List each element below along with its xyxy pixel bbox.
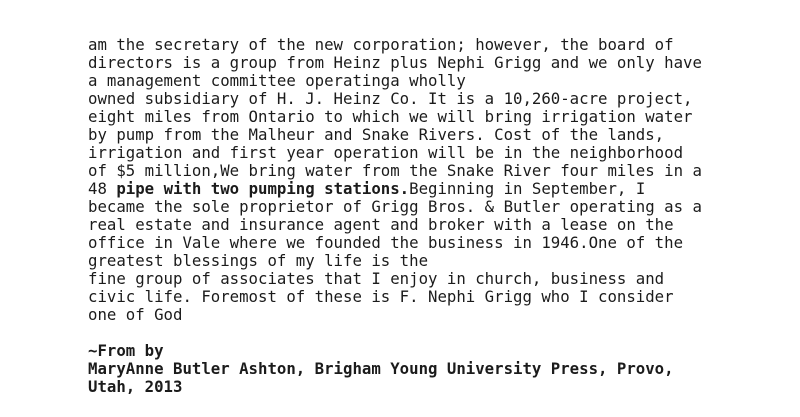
text-segment: one of God: [88, 305, 183, 324]
bold-text-segment: pipe with two pumping stations.: [116, 179, 410, 198]
text-line: [88, 144, 800, 162]
text-line: [88, 270, 800, 288]
text-segment: of $5 million,We bring water from the Snake River four miles in a: [88, 161, 702, 180]
text-segment: irrigation and first year operation will be in the neighborhood: [88, 143, 684, 162]
text-segment: 48: [88, 179, 117, 198]
text-line: [88, 288, 800, 306]
text-segment: Beginning in September, I: [409, 179, 646, 198]
text-line: [88, 216, 800, 234]
text-line: [88, 54, 800, 72]
text-segment: office in Vale where we founded the business in 1946.One of the: [88, 233, 684, 252]
text-line: [88, 180, 800, 198]
text-line: [88, 306, 800, 324]
text-line: [88, 252, 800, 270]
text-line: [88, 108, 800, 126]
text-segment: fine group of associates that I enjoy in church, business and: [88, 269, 665, 288]
text-line: [88, 126, 800, 144]
text-segment: directors is a group from Heinz plus Nephi Grigg and we only have: [88, 53, 702, 72]
text-segment: became the sole proprietor of Grigg Bros. & Butler operating as a: [88, 197, 702, 216]
bold-text-segment: MaryAnne Butler Ashton, Brigham Young University Press, Provo,: [88, 359, 674, 378]
text-segment: greatest blessings of my life is the: [88, 251, 429, 270]
text-line: [88, 360, 800, 378]
text-line: [88, 324, 800, 342]
bold-text-segment: Utah, 2013: [88, 377, 183, 396]
text-line: [88, 36, 800, 54]
document-body: [88, 36, 800, 396]
text-segment: a management committee operatinga wholly: [88, 71, 466, 90]
text-line: [88, 378, 800, 396]
text-segment: by pump from the Malheur and Snake Rivers. Cost of the lands,: [88, 125, 665, 144]
text-segment: owned subsidiary of H. J. Heinz Co. It is a 10,260-acre project,: [88, 89, 693, 108]
text-segment: civic life. Foremost of these is F. Nephi Grigg who I consider: [88, 287, 674, 306]
text-segment: am the secretary of the new corporation; however, the board of: [88, 35, 674, 54]
text-line: [88, 342, 800, 360]
text-line: [88, 234, 800, 252]
text-line: [88, 162, 800, 180]
bold-text-segment: ~From by: [88, 341, 164, 360]
text-segment: real estate and insurance agent and broker with a lease on the: [88, 215, 674, 234]
text-line: [88, 90, 800, 108]
text-line: [88, 72, 800, 90]
text-line: [88, 198, 800, 216]
text-segment: eight miles from Ontario to which we will bring irrigation water: [88, 107, 693, 126]
